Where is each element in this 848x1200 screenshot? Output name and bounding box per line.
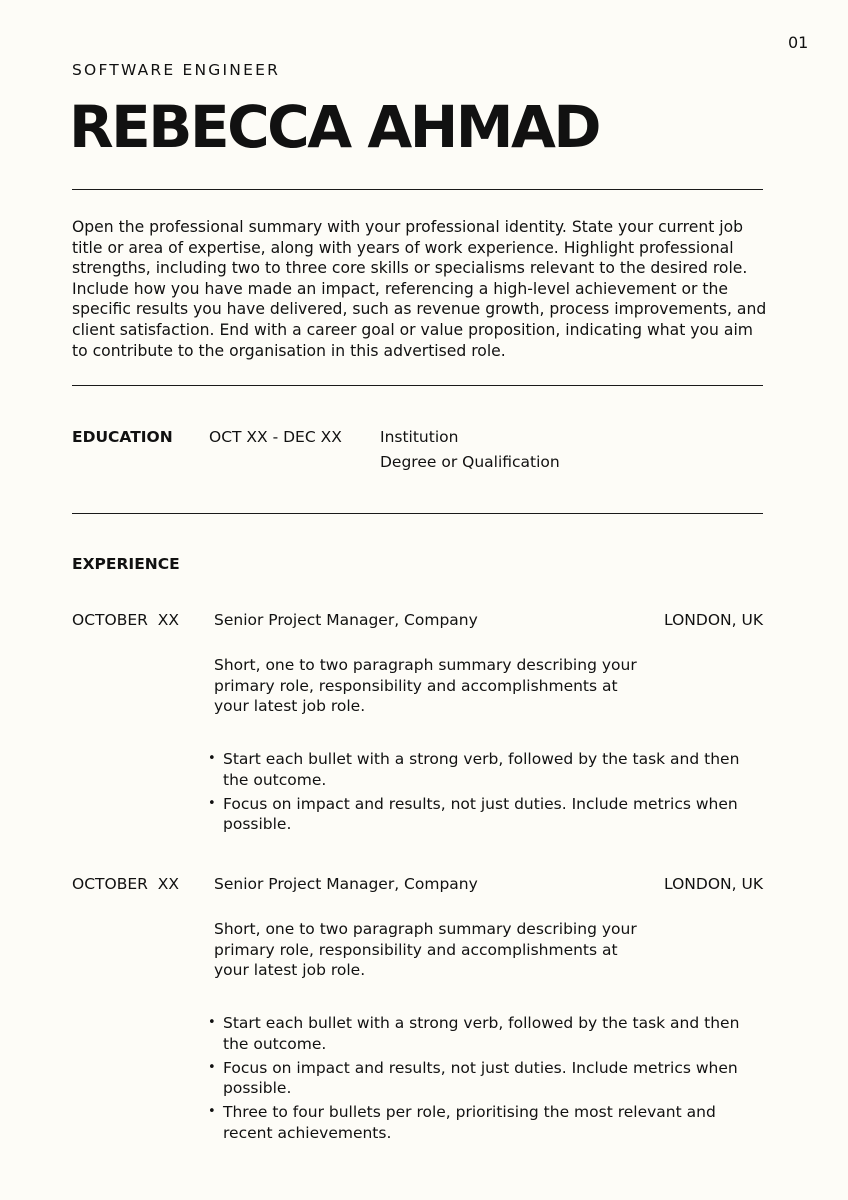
job-title: Senior Project Manager, Company bbox=[214, 875, 478, 893]
professional-summary: Open the professional summary with your professional identity. State your current job title or area of expertise, along with years of work experience. Highlight professional strengths, including two to three core skills or specialisms relevant to the desired role. Include how you have made an impact, referencing a high-level achievement or the specific results you have delivered, such as revenue growth, process improvements, and client satisfaction. End with a career goal or value proposition, indicating what you aim to contribute to the organisation in this advertised role. bbox=[72, 218, 767, 360]
job-bullet-list bbox=[208, 749, 748, 838]
job-date: OCTOBER XX bbox=[72, 875, 179, 893]
divider-top bbox=[72, 189, 763, 190]
divider-education bbox=[72, 513, 763, 514]
job-bullet: • Focus on impact and results, not just duties. Include metrics when possible. bbox=[208, 1058, 748, 1099]
candidate-name: REBECCA AHMAD bbox=[69, 93, 599, 161]
job-bullet: • Start each bullet with a strong verb, followed by the task and then the outcome. bbox=[208, 749, 748, 790]
experience-heading: EXPERIENCE bbox=[72, 555, 180, 573]
job-role-title: SOFTWARE ENGINEER bbox=[72, 61, 281, 79]
education-degree: Degree or Qualification bbox=[380, 453, 560, 471]
job-location: LONDON, UK bbox=[664, 611, 763, 629]
education-institution: Institution bbox=[380, 428, 459, 446]
job-title: Senior Project Manager, Company bbox=[214, 611, 478, 629]
divider-summary bbox=[72, 385, 763, 386]
education-dates: OCT XX - DEC XX bbox=[209, 428, 342, 446]
job-location: LONDON, UK bbox=[664, 875, 763, 893]
education-heading: EDUCATION bbox=[72, 428, 173, 446]
page-number: 01 bbox=[788, 33, 809, 52]
job-bullet: • Three to four bullets per role, prioritising the most relevant and recent achievements. bbox=[208, 1102, 748, 1143]
job-bullet-list bbox=[208, 1013, 748, 1147]
job-summary: Short, one to two paragraph summary describing your primary role, responsibility and accomplishments at your latest job role. bbox=[214, 920, 637, 980]
job-summary: Short, one to two paragraph summary describing your primary role, responsibility and accomplishments at your latest job role. bbox=[214, 656, 637, 716]
job-bullet: • Focus on impact and results, not just duties. Include metrics when possible. bbox=[208, 794, 748, 835]
job-date: OCTOBER XX bbox=[72, 611, 179, 629]
job-bullet: • Start each bullet with a strong verb, followed by the task and then the outcome. bbox=[208, 1013, 748, 1054]
